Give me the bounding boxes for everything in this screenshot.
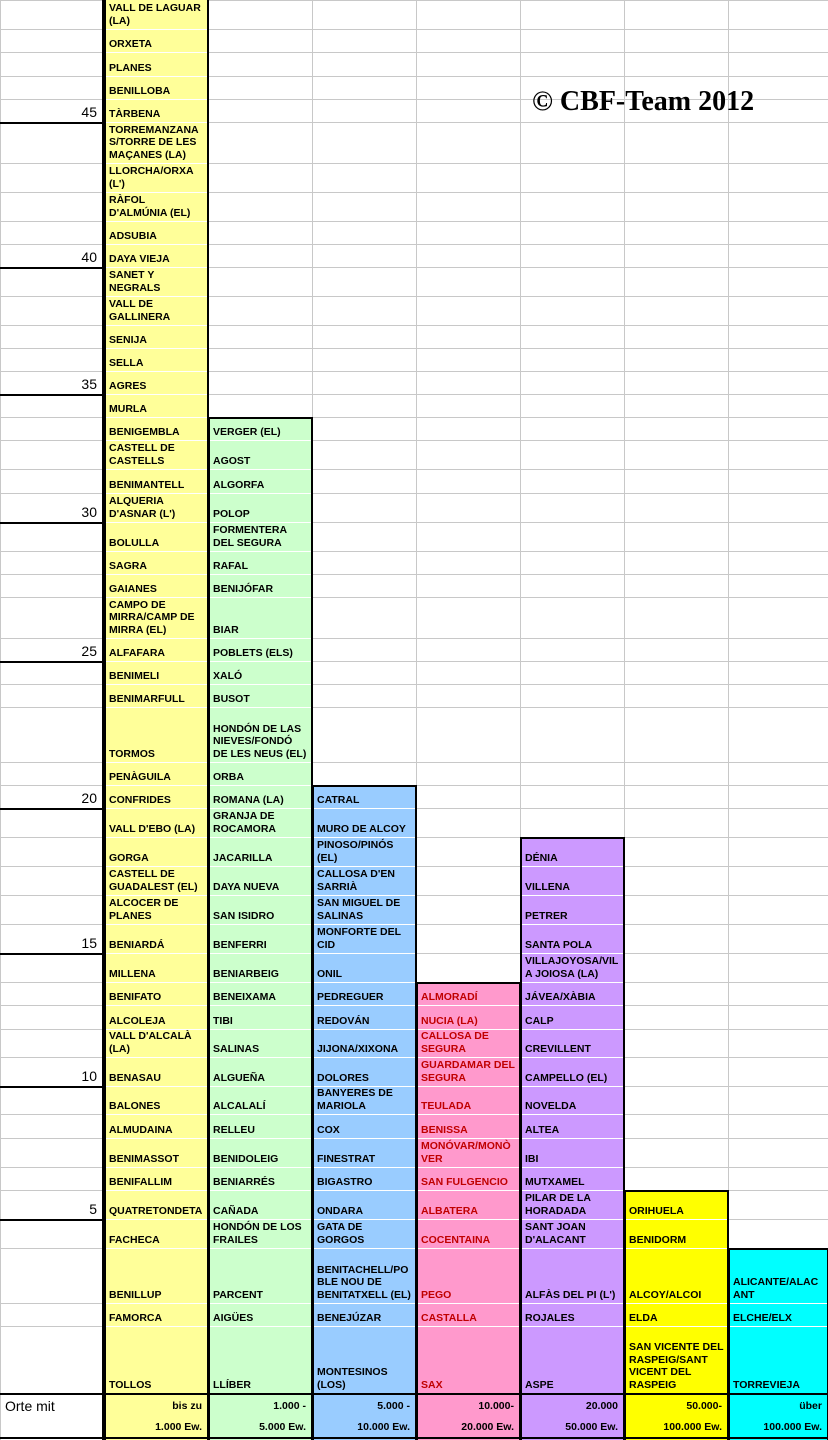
town-cell: SAN MIGUEL DE SALINAS	[317, 897, 401, 922]
copyright-text: © CBF-Team 2012	[532, 86, 755, 117]
town-cell: PLANES	[109, 61, 152, 74]
row-number-divider	[0, 122, 103, 124]
town-cell: SAN ISIDRO	[213, 909, 275, 922]
town-cell: BENIMELI	[109, 669, 160, 682]
town-cell: NUCIA (LA)	[421, 1014, 478, 1027]
town-cell: ONIL	[317, 967, 343, 980]
town-cell: GAIANES	[109, 582, 157, 595]
town-cell: ALGORFA	[213, 478, 265, 491]
town-cell: PETRER	[525, 909, 568, 922]
town-cell: GORGA	[109, 851, 149, 864]
town-cell: JACARILLA	[213, 851, 273, 864]
label-column-border	[102, 0, 104, 1440]
town-cell: CAMPELLO (EL)	[525, 1071, 608, 1084]
footer-label: Orte mit	[5, 1398, 55, 1414]
town-cell: BENIDORM	[629, 1233, 687, 1246]
town-cell: DÉNIA	[525, 851, 558, 864]
town-cell: PINOSO/PINÓS (EL)	[317, 839, 394, 864]
town-cell: ORXETA	[109, 37, 152, 50]
town-cell: ALQUERIA D'ASNAR (L')	[109, 495, 176, 520]
category-label-range: 10.000-	[478, 1400, 514, 1412]
town-cell: ASPE	[525, 1378, 554, 1391]
town-cell: ORIHUELA	[629, 1204, 684, 1217]
town-cell: PARCENT	[213, 1288, 263, 1301]
town-cell: FACHECA	[109, 1233, 160, 1246]
town-cell: DAYA VIEJA	[109, 252, 170, 265]
category-label-unit: 1.000 Ew.	[155, 1421, 202, 1433]
town-cell: MUTXAMEL	[525, 1175, 585, 1188]
town-cell: PILAR DE LA HORADADA	[525, 1192, 591, 1217]
town-cell: TORMOS	[109, 747, 155, 760]
town-cell: VILLENA	[525, 880, 570, 893]
town-cell: CALLOSA DE SEGURA	[421, 1030, 489, 1055]
town-cell: SENIJA	[109, 333, 147, 346]
town-cell: BENILLOBA	[109, 84, 171, 97]
town-cell: PEGO	[421, 1288, 452, 1301]
row-number: 20	[81, 790, 97, 806]
town-cell: BENIDOLEIG	[213, 1152, 279, 1165]
town-cell: HONDÓN DE LOS FRAILES	[213, 1221, 302, 1246]
town-cell: VILLAJOYOSA/VILA JOIOSA (LA)	[525, 955, 619, 980]
town-cell: COCENTAINA	[421, 1233, 491, 1246]
town-cell: SALINAS	[213, 1042, 260, 1055]
town-cell: ADSUBIA	[109, 229, 157, 242]
town-cell: BENIFATO	[109, 990, 162, 1003]
row-number-divider	[0, 394, 103, 396]
town-cell: CONFRIDES	[109, 793, 171, 806]
category-label-unit: 100.000 Ew.	[663, 1421, 722, 1433]
town-cell: BENIJÓFAR	[213, 582, 274, 595]
category-label-range: 50.000-	[686, 1400, 722, 1412]
town-cell: BENEIXAMA	[213, 990, 277, 1003]
town-cell: ALCOLEJA	[109, 1014, 166, 1027]
category-label-unit: 50.000 Ew.	[565, 1421, 618, 1433]
town-cell: BENIARDÁ	[109, 938, 165, 951]
town-cell: ALCOCER DE PLANES	[109, 897, 179, 922]
town-cell: BENIFALLIM	[109, 1175, 172, 1188]
town-cell: BOLULLA	[109, 536, 160, 549]
town-cell: LLORCHA/ORXA (L')	[109, 165, 194, 190]
town-cell: CREVILLENT	[525, 1042, 591, 1055]
town-cell: DAYA NUEVA	[213, 880, 280, 893]
town-cell: ALCOY/ALCOI	[629, 1288, 702, 1301]
town-cell: BENITACHELL/POBLE NOU DE BENITATXELL (EL)	[317, 1263, 411, 1301]
town-cell: BENIARRÉS	[213, 1175, 275, 1188]
row-number: 25	[81, 643, 97, 659]
town-cell: VALL DE LAGUAR (LA)	[109, 2, 201, 27]
town-cell: ORBA	[213, 770, 244, 783]
town-cell: SELLA	[109, 356, 144, 369]
town-cell: JIJONA/XIXONA	[317, 1042, 399, 1055]
town-cell: SAN VICENTE DEL RASPEIG/SANT VICENT DEL RASPEIG	[629, 1341, 724, 1391]
town-cell: NOVELDA	[525, 1099, 577, 1112]
town-cell: BENFERRI	[213, 938, 267, 951]
town-cell: CAÑADA	[213, 1204, 259, 1217]
category-label-unit: 20.000 Ew.	[461, 1421, 514, 1433]
town-cell: CAMPO DE MIRRA/CAMP DE MIRRA (EL)	[109, 598, 195, 636]
town-cell: AGOST	[213, 454, 251, 467]
town-cell: ALCALALÍ	[213, 1099, 266, 1112]
row-number-divider	[0, 267, 103, 269]
town-cell: FINESTRAT	[317, 1152, 376, 1165]
category-label-range: 20.000	[585, 1400, 618, 1412]
town-cell: BENIMARFULL	[109, 692, 185, 705]
town-cell: PEDREGUER	[317, 990, 384, 1003]
town-cell: POBLETS (ELS)	[213, 646, 293, 659]
row-number: 30	[81, 504, 97, 520]
town-cell: RAFAL	[213, 559, 248, 572]
row-number-divider	[0, 808, 103, 810]
town-cell: BANYERES DE MARIOLA	[317, 1087, 393, 1112]
town-cell: BENIGEMBLA	[109, 425, 180, 438]
town-cell: MURO DE ALCOY	[317, 822, 406, 835]
row-number: 10	[81, 1068, 97, 1084]
grid-col-line	[0, 0, 1, 1440]
town-cell: BALONES	[109, 1099, 161, 1112]
town-cell: GRANJA DE ROCAMORA	[213, 810, 276, 835]
town-cell: IBI	[525, 1152, 539, 1165]
town-cell: FAMORCA	[109, 1311, 163, 1324]
town-cell: BIAR	[213, 623, 239, 636]
row-number-divider	[0, 953, 103, 955]
town-cell: FORMENTERA DEL SEGURA	[213, 524, 287, 549]
town-cell: BENIARBEIG	[213, 967, 279, 980]
town-cell: CASTALLA	[421, 1311, 477, 1324]
town-cell: BENISSA	[421, 1123, 468, 1136]
town-cell: TEULADA	[421, 1099, 472, 1112]
town-cell: BIGASTRO	[317, 1175, 373, 1188]
row-number: 15	[81, 935, 97, 951]
row-number: 45	[81, 104, 97, 120]
town-cell: BENIMASSOT	[109, 1152, 180, 1165]
town-cell: ELDA	[629, 1311, 658, 1324]
town-cell: COX	[317, 1123, 340, 1136]
town-cell: MONFORTE DEL CID	[317, 926, 401, 951]
town-cell: REDOVÁN	[317, 1014, 370, 1027]
category-label-unit: 100.000 Ew.	[763, 1421, 822, 1433]
town-cell: SANT JOAN D'ALACANT	[525, 1221, 586, 1246]
town-cell: MILLENA	[109, 967, 156, 980]
town-cell: ROMANA (LA)	[213, 793, 284, 806]
town-cell: AIGÜES	[213, 1311, 254, 1324]
town-cell: CATRAL	[317, 793, 360, 806]
town-cell: ALTEA	[525, 1123, 560, 1136]
category-label-range: über	[799, 1400, 822, 1412]
town-cell: CASTELL DE CASTELLS	[109, 442, 175, 467]
town-cell: VALL D'ALCALÀ (LA)	[109, 1030, 192, 1055]
town-cell: ONDARA	[317, 1204, 364, 1217]
category-label-range: bis zu	[172, 1400, 202, 1412]
row-number: 35	[81, 376, 97, 392]
town-cell: TOLLOS	[109, 1378, 152, 1391]
town-cell: DOLORES	[317, 1071, 369, 1084]
town-cell: VALL DE GALLINERA	[109, 298, 171, 323]
category-label-range: 1.000 -	[273, 1400, 306, 1412]
town-cell: BENILLUP	[109, 1288, 162, 1301]
town-cell: RELLEU	[213, 1123, 255, 1136]
town-cell: ALMUDAINA	[109, 1123, 173, 1136]
town-cell: ALMORADÍ	[421, 990, 478, 1003]
town-cell: ALGUEÑA	[213, 1071, 265, 1084]
row-number: 40	[81, 249, 97, 265]
row-number-divider	[0, 522, 103, 524]
row-number-divider	[0, 1086, 103, 1088]
town-cell: SANET Y NEGRALS	[109, 269, 161, 294]
town-cell: XALÓ	[213, 669, 243, 682]
town-cell: CALLOSA D'EN SARRIÀ	[317, 868, 395, 893]
town-cell: CALP	[525, 1014, 554, 1027]
town-cell: TORREVIEJA	[733, 1378, 800, 1391]
town-cell: ALFAFARA	[109, 646, 165, 659]
town-cell: MURLA	[109, 402, 147, 415]
town-cell: POLOP	[213, 507, 250, 520]
town-cell: ALICANTE/ALACANT	[733, 1276, 819, 1301]
category-label-unit: 10.000 Ew.	[357, 1421, 410, 1433]
town-cell: TORREMANZANAS/TORRE DE LES MAÇANES (LA)	[109, 123, 199, 161]
town-cell: BENEJÚZAR	[317, 1311, 382, 1324]
town-cell: GUARDAMAR DEL SEGURA	[421, 1059, 515, 1084]
row-number-divider	[0, 1219, 103, 1221]
footer-top-border	[0, 1393, 828, 1395]
town-cell: SAGRA	[109, 559, 147, 572]
town-cell: SAN FULGENCIO	[421, 1175, 508, 1188]
town-cell: VERGER (EL)	[213, 425, 281, 438]
town-cell: ROJALES	[525, 1311, 575, 1324]
town-cell: ALFÀS DEL PI (L')	[525, 1288, 616, 1301]
town-cell: BENIMANTELL	[109, 478, 185, 491]
category-label-unit: 5.000 Ew.	[259, 1421, 306, 1433]
town-cell: ELCHE/ELX	[733, 1311, 792, 1324]
town-cell: AGRES	[109, 379, 147, 392]
town-cell: PENÀGUILA	[109, 770, 171, 783]
town-cell: RÀFOL D'ALMÚNIA (EL)	[109, 194, 191, 219]
town-cell: BENASAU	[109, 1071, 161, 1084]
town-cell: QUATRETONDETA	[109, 1204, 203, 1217]
town-cell: BUSOT	[213, 692, 250, 705]
town-cell: TÀRBENA	[109, 107, 161, 120]
town-cell: HONDÓN DE LAS NIEVES/FONDÓ DE LES NEUS (EL)	[213, 722, 307, 760]
row-number-divider	[0, 661, 103, 663]
town-cell: MONÓVAR/MONÒVER	[421, 1140, 511, 1165]
town-cell: LLÍBER	[213, 1378, 251, 1391]
town-cell: ALBATERA	[421, 1204, 478, 1217]
town-cell: JÁVEA/XÀBIA	[525, 990, 596, 1003]
town-cell: GATA DE GORGOS	[317, 1221, 365, 1246]
footer-bottom-border	[0, 1437, 828, 1439]
town-cell: SANTA POLA	[525, 938, 593, 951]
row-number: 5	[89, 1201, 97, 1217]
town-cell: VALL D'EBO (LA)	[109, 822, 196, 835]
category-label-range: 5.000 -	[377, 1400, 410, 1412]
town-cell: SAX	[421, 1378, 443, 1391]
town-cell: MONTESINOS (LOS)	[317, 1366, 388, 1391]
town-cell: CASTELL DE GUADALEST (EL)	[109, 868, 198, 893]
town-cell: TIBI	[213, 1014, 233, 1027]
